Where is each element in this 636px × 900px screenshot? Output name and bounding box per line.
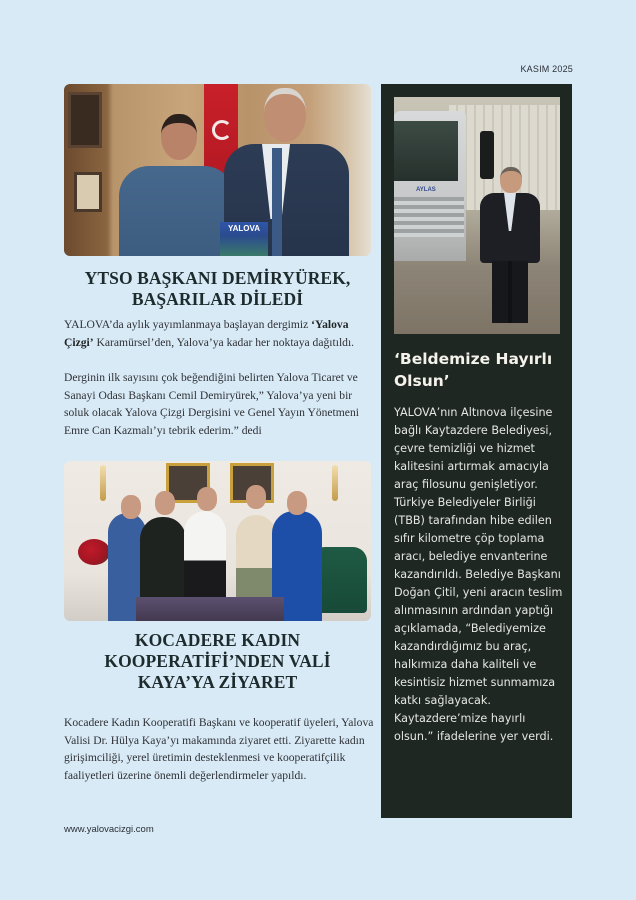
truck-grille: [394, 197, 464, 237]
issue-date: KASIM 2025: [520, 64, 573, 74]
coffee-table: [136, 597, 284, 621]
wall-lamp: [100, 465, 106, 501]
truck-brand-logo: AYLAS: [416, 187, 436, 193]
article-2-headline: KOCADERE KADIN KOOPERATİFİ’NDEN VALİ KAYA’YA ZİYARET: [104, 630, 331, 692]
article-1-headline: YTSO BAŞKANI DEMİRYÜREK, BAŞARILAR DİLEDİ: [84, 268, 351, 309]
footer-website-link[interactable]: www.yalovacizgi.com: [64, 824, 154, 835]
shelf-frame: [68, 92, 102, 148]
article-1-paragraph-1: [64, 316, 376, 351]
article-1-paragraph-2: Derginin ilk sayısını çok beğendiğini belirten Yalova Ticaret ve Sanayi Odası Başkanı Cemil Demiryürek,” Yalova’ya yeni bir soluk olacak Yalova Çizgi Dergisini ve Genel Yayın Yönetmeni Emre Can Kazmalı’yı tebrik ederim.” dedi: [64, 371, 359, 437]
article-2-paragraph: Kocadere Kadın Kooperatifi Başkanı ve kooperatif üyeleri, Yalova Valisi Dr. Hülya Kaya’yı makamında ziyaret etti. Ziyarette kadın girişimciliği, yerel üretimin desteklenmesi ve kooperatifçilik faaliyetleri üzerine önemli değerlendirmeler yapıldı.: [64, 716, 374, 782]
sidebar-headline: ‘Beldemize Hayırlı Olsun’: [394, 350, 553, 390]
truck-windshield: [394, 121, 458, 181]
paragraph-text: YALOVA’da aylık yayımlanmaya başlayan dergimiz: [64, 318, 312, 331]
sidebar-body: YALOVA’nın Altınova ilçesine bağlı Kaytazdere Belediyesi, çevre temizliği ve hizmet kalitesini artırmak amacıyla araç filosunu genişletiyor. Türkiye Belediyeler Birliği (TBB) tarafından hibe edilen sıfır kilometre çöp toplama aracı, belediye envanterine kazandırıldı. Belediye Başkanı Doğan Çitil, yeni aracın teslim alınmasının ardından yaptığı açıklamada, “Belediyemize kazandırdığımız bu araç, halkımıza daha kaliteli ve kesintisiz hizmet sunmamıza katkı sağlayacak. Kaytazdere’mize hayırlı olsun.” ifadelerine yer verdi.: [394, 406, 563, 743]
wall-lamp: [332, 465, 338, 501]
paragraph-text: Karamürsel’den, Yalova’ya kadar her noktaya dağıtıldı.: [93, 335, 355, 349]
poinsettia-plant: [78, 539, 110, 565]
magazine-cover: YALOVA: [220, 222, 268, 256]
article-2-photo: [64, 461, 371, 621]
sidebar-photo: [394, 97, 560, 334]
person: [480, 167, 540, 325]
article-1-photo: [64, 84, 371, 256]
shelf-frame: [74, 172, 102, 212]
magazine-name: ‘Yalova Çizgi’: [64, 318, 349, 349]
sidebar-article: [381, 84, 572, 818]
